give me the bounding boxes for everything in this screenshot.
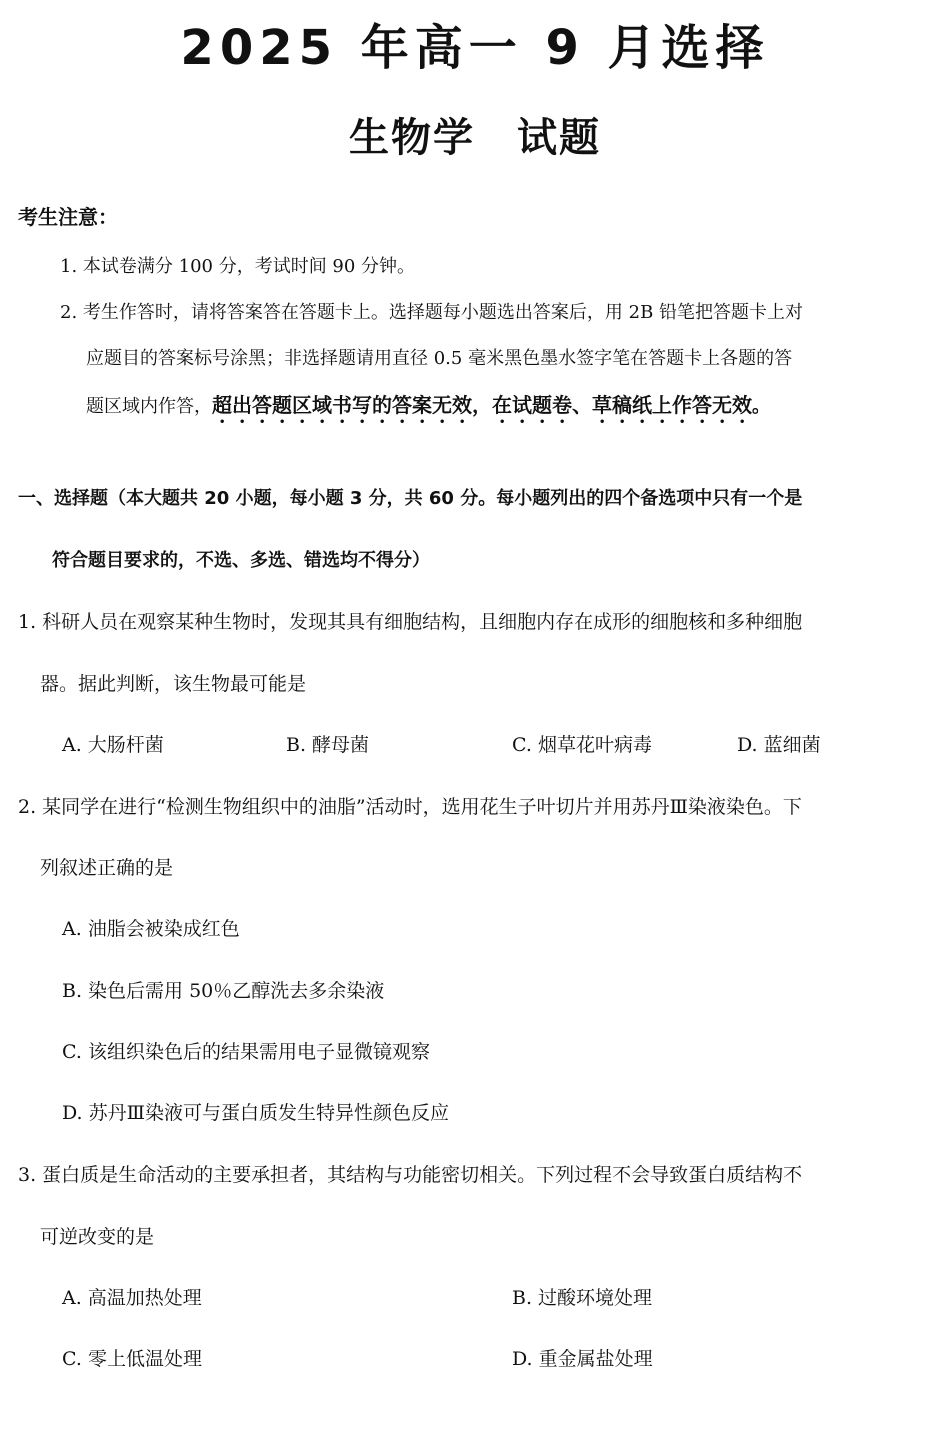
- question-2-option-b: B. 染色后需用 50％乙醇洗去多余染液: [62, 980, 385, 1002]
- cut-off-header-text: 2025 年高一 9 月选择: [180, 20, 770, 70]
- question-1-option-d: D. 蓝细菌: [737, 734, 821, 756]
- question-1-option-b: B. 酵母菌: [286, 734, 370, 756]
- notice-item-2-line-3: [86, 388, 770, 428]
- question-3-option-a: A. 高温加热处理: [62, 1287, 202, 1309]
- question-2-option-a: A. 油脂会被染成红色: [62, 918, 240, 940]
- notice-heading: 考生注意：: [18, 205, 118, 229]
- question-3-option-c: C. 零上低温处理: [62, 1348, 202, 1370]
- question-2-line-1: 2. 某同学在进行“检测生物组织中的油脂”活动时，选用花生子叶切片并用苏丹Ⅲ染液染色。下: [18, 796, 802, 818]
- question-1-line-2: 器。据此判断，该生物最可能是: [40, 673, 307, 695]
- question-3-option-b: B. 过酸环境处理: [512, 1287, 653, 1309]
- notice-item-2-line-2: 应题目的答案标号涂黑；非选择题请用直径 0.5 毫米黑色墨水签字笔在答题卡上各题的答: [86, 348, 793, 369]
- section-1-heading-line-1: 一、选择题（本大题共 20 小题，每小题 3 分，共 60 分。每小题列出的四个备选项中只有一个是: [18, 488, 803, 509]
- notice-item-2-line-3-suffix: 。: [752, 396, 770, 417]
- notice-emphasis-warning: 超出答题区域书写的答案无效，在试题卷、草稿纸上作答无效: [212, 393, 752, 417]
- question-3-option-d: D. 重金属盐处理: [512, 1348, 653, 1370]
- section-1-heading-line-2: 符合题目要求的，不选、多选、错选均不得分）: [52, 550, 430, 571]
- question-2-option-d: D. 苏丹Ⅲ染液可与蛋白质发生特异性颜色反应: [62, 1102, 449, 1124]
- notice-item-1: 1. 本试卷满分 100 分，考试时间 90 分钟。: [60, 256, 416, 277]
- question-3-line-1: 3. 蛋白质是生命活动的主要承担者，其结构与功能密切相关。下列过程不会导致蛋白质结构不: [18, 1164, 803, 1186]
- exam-title: 生物学 试题: [349, 115, 601, 161]
- question-2-line-2: 列叙述正确的是: [40, 857, 174, 879]
- notice-item-2-line-3-prefix: 题区域内作答，: [86, 396, 212, 417]
- question-2-option-c: C. 该组织染色后的结果需用电子显微镜观察: [62, 1041, 430, 1063]
- question-3-line-2: 可逆改变的是: [40, 1226, 155, 1248]
- cut-off-header: [0, 0, 950, 70]
- question-1-line-1: 1. 科研人员在观察某种生物时，发现其具有细胞结构，且细胞内存在成形的细胞核和多种细胞: [18, 611, 803, 633]
- question-1-option-c: C. 烟草花叶病毒: [512, 734, 652, 756]
- question-1-option-a: A. 大肠杆菌: [62, 734, 164, 756]
- notice-item-2-line-1: 2. 考生作答时，请将答案答在答题卡上。选择题每小题选出答案后，用 2B 铅笔把答题卡上对: [60, 302, 804, 323]
